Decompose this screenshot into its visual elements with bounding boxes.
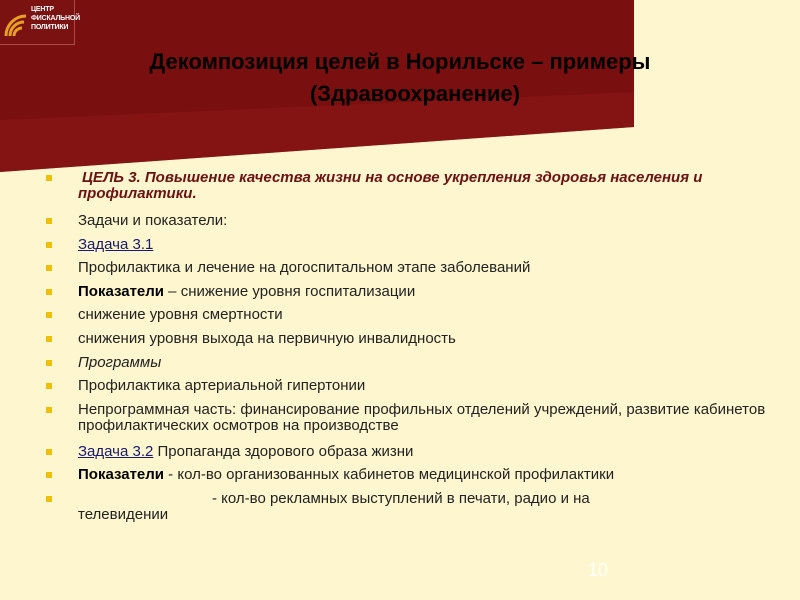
list-item-text: снижение уровня смертности [78,306,283,324]
list-item [46,402,766,444]
list-item-text: - кол-во рекламных выступлений в печати, радио и на [212,489,590,507]
logo-line-1: ЦЕНТР [31,6,54,13]
list-item-text-continued: телевидении [78,505,169,523]
list-item-text: снижения уровня выхода на первичную инвалидность [78,329,456,347]
logo-text [31,5,80,32]
list-item [46,331,766,355]
title-line-2: (Здравоохранение) [309,81,521,106]
list-item-text: Пропаганда здорового образа жизни [153,442,414,460]
indicators-label: Показатели [78,466,165,484]
bullet-icon [46,336,52,342]
indicators-label: Показатели [78,282,165,300]
list-item [46,284,766,308]
bullet-icon [46,265,52,271]
task-3-1-link[interactable]: Задача 3.1 [78,235,154,253]
page-number: 10 [587,560,609,580]
slide-title [60,46,740,110]
list-item [46,491,766,527]
bullet-list [46,170,766,527]
list-item-goal [46,170,766,213]
bullet-icon [46,383,52,389]
list-item [46,467,766,491]
bullet-icon [46,312,52,318]
list-item [46,307,766,331]
title-line-1: Декомпозиция целей в Норильске – примеры [149,49,651,74]
list-item [46,260,766,284]
list-item-text: - кол-во организованных кабинетов медицинской профилактики [164,466,615,484]
bullet-icon [46,175,52,181]
list-item [46,444,766,468]
list-item [46,237,766,261]
bullet-icon [46,472,52,478]
goal-text: ЦЕЛЬ 3. Повышение качества жизни на основе укрепления здоровья населения и профилактики. [78,169,703,202]
list-item-text: Непрограммная часть: финансирование профильных отделений учреждений, развитие кабинетов профилактических осмотров на производстве [78,400,766,434]
bullet-icon [46,407,52,413]
bullet-icon [46,449,52,455]
logo-quarter-circles-icon [4,6,30,38]
list-item-text: – снижение уровня госпитализации [164,282,416,300]
bullet-icon [46,242,52,248]
list-item-text: Профилактика и лечение на догоспитальном этапе заболеваний [78,259,531,277]
task-3-2-link[interactable]: Задача 3.2 [78,442,154,460]
list-item-text: Задачи и показатели: [78,212,228,229]
center-fiscal-policy-logo [0,0,80,45]
list-item [46,213,766,237]
bullet-icon [46,289,52,295]
bullet-icon [46,218,52,224]
bullet-icon [46,360,52,366]
logo-line-3: ПОЛИТИКИ [31,24,69,31]
list-item [46,378,766,402]
logo-line-2: ФИСКАЛЬНОЙ [31,15,80,22]
bullet-icon [46,496,52,502]
programs-label: Программы [78,353,162,371]
list-item [46,355,766,379]
list-item-text: Профилактика артериальной гипертонии [78,377,366,395]
